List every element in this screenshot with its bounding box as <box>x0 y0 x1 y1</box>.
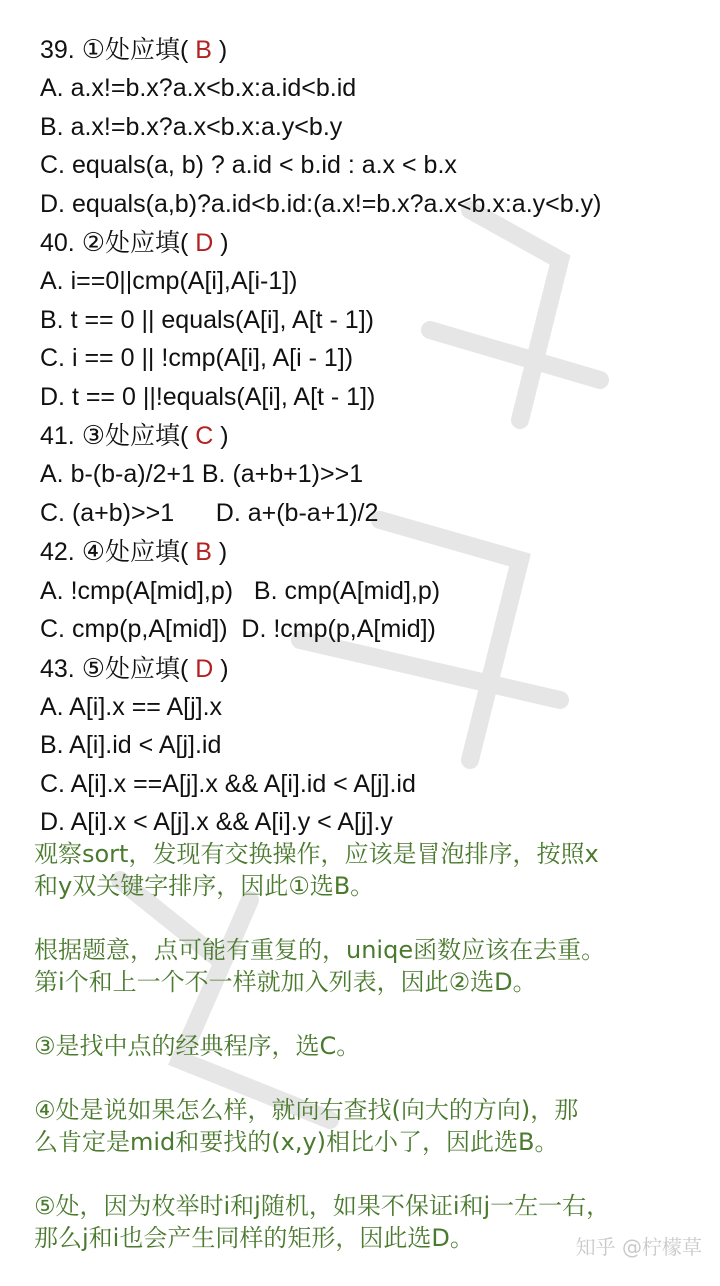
option-c: C. A[i].x ==A[j].x && A[i].id < A[j].id <box>40 769 416 798</box>
question-header <box>40 223 710 262</box>
header-text: 处应填( <box>105 654 196 683</box>
question-39 <box>40 30 710 223</box>
header-close: ) <box>213 422 229 451</box>
option-b: B. a.x!=b.x?a.x<b.x:a.y<b.y <box>40 112 343 141</box>
circle-number: ④ <box>81 536 106 567</box>
answer-letter: B <box>195 538 212 567</box>
explanation-2 <box>34 934 714 998</box>
question-number: 40. <box>40 229 82 258</box>
question-number: 42. <box>40 538 82 567</box>
header-close: ) <box>211 36 228 64</box>
question-42 <box>40 532 710 648</box>
option-row-1: A. b-(b-a)/2+1 B. (a+b+1)>>1 <box>40 460 364 489</box>
question-40 <box>40 223 710 416</box>
explanation-line: ③是找中点的经典程序，选C。 <box>34 1032 361 1060</box>
header-close: ) <box>211 538 228 567</box>
zhihu-watermark: 知乎 @柠檬草 <box>575 1235 702 1259</box>
explanation-line: 第i个和上一个不一样就加入列表，因此②选D。 <box>34 968 537 996</box>
question-number: 41. <box>40 422 82 451</box>
answer-letter: B <box>195 36 212 64</box>
explanation-line: 根据题意，点可能有重复的，uniqe函数应该在去重。 <box>34 936 606 964</box>
question-number: 43. <box>40 654 82 683</box>
question-41 <box>40 416 710 532</box>
option-row-2: C. cmp(p,A[mid]) D. !cmp(p,A[mid]) <box>40 615 436 644</box>
question-number: 39. <box>40 36 82 64</box>
explanation-section <box>34 838 714 1286</box>
question-header <box>40 30 710 69</box>
circle-number: ② <box>81 227 106 258</box>
option-b: B. t == 0 || equals(A[i], A[t - 1]) <box>40 305 374 334</box>
option-a: A. i==0||cmp(A[i],A[i-1]) <box>40 267 298 296</box>
option-c: C. equals(a, b) ? a.id < b.id : a.x < b.x <box>40 151 457 180</box>
option-b: B. A[i].id < A[j].id <box>40 731 222 760</box>
question-43 <box>40 649 710 842</box>
option-d: D. A[i].x < A[j].x && A[i].y < A[j].y <box>40 808 393 837</box>
answer-letter: C <box>195 422 214 451</box>
option-row-1: A. !cmp(A[mid],p) B. cmp(A[mid],p) <box>40 576 441 605</box>
question-header <box>40 649 710 688</box>
header-close: ) <box>213 229 229 258</box>
option-d: D. t == 0 ||!equals(A[i], A[t - 1]) <box>40 382 376 411</box>
header-text: 处应填( <box>105 538 196 567</box>
explanation-1 <box>34 838 714 902</box>
circle-number: ③ <box>81 420 106 451</box>
explanation-line: 么肯定是mid和要找的(x,y)相比小了，因此选B。 <box>34 1128 559 1156</box>
explanation-line: 观察sort，发现有交换操作，应该是冒泡排序，按照x <box>34 840 599 868</box>
option-a: A. A[i].x == A[j].x <box>40 692 223 721</box>
option-d: D. equals(a,b)?a.id<b.id:(a.x!=b.x?a.x<b.x:a.y<b.y) <box>40 189 602 218</box>
question-header <box>40 532 710 571</box>
explanation-line: 和y双关键字排序，因此①选B。 <box>34 872 375 900</box>
answer-letter: D <box>195 654 214 683</box>
explanation-line: ⑤处，因为枚举时i和j随机，如果不保证i和j一左一右， <box>34 1192 611 1220</box>
header-close: ) <box>213 654 229 683</box>
answer-letter: D <box>195 229 214 258</box>
header-text: 处应填( <box>105 229 196 258</box>
explanation-4 <box>34 1094 714 1158</box>
header-text: 处应填( <box>105 422 196 451</box>
question-list <box>40 30 710 842</box>
question-header <box>40 416 710 455</box>
explanation-3 <box>34 1030 714 1062</box>
header-text: 处应填( <box>105 36 196 64</box>
option-a: A. a.x!=b.x?a.x<b.x:a.id<b.id <box>40 74 357 103</box>
circle-number: ⑤ <box>81 652 106 683</box>
explanation-line: 那么j和i也会产生同样的矩形，因此选D。 <box>34 1224 474 1252</box>
circle-number: ① <box>81 34 106 64</box>
option-c: C. i == 0 || !cmp(A[i], A[i - 1]) <box>40 344 354 373</box>
explanation-line: ④处是说如果怎么样，就向右查找(向大的方向)，那 <box>34 1096 579 1124</box>
option-row-2: C. (a+b)>>1 D. a+(b-a+1)/2 <box>40 498 379 527</box>
